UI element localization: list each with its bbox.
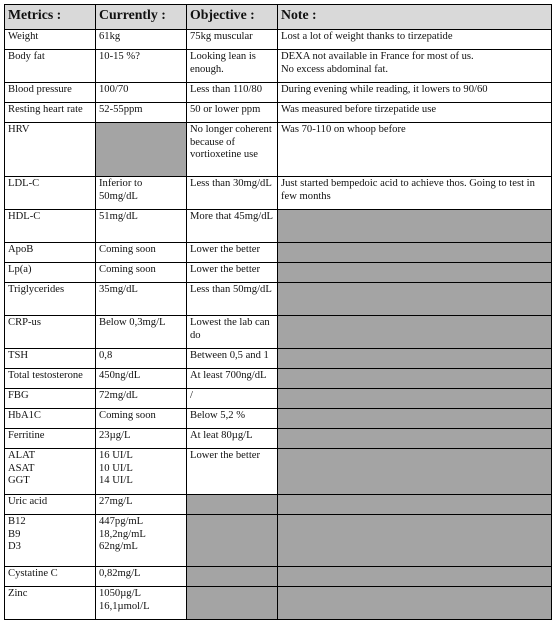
currently-cell: 0,8 bbox=[96, 349, 187, 369]
metric-cell: TSH bbox=[5, 349, 96, 369]
table-row bbox=[5, 515, 552, 567]
objective-cell-empty bbox=[187, 567, 278, 587]
table-row bbox=[5, 495, 552, 515]
currently-cell: 51mg/dL bbox=[96, 210, 187, 243]
objective-cell: Between 0,5 and 1 bbox=[187, 349, 278, 369]
metric-cell: Zinc bbox=[5, 587, 96, 620]
currently-cell: 16 UI/L 10 UI/L 14 UI/L bbox=[96, 449, 187, 495]
metric-cell: Resting heart rate bbox=[5, 103, 96, 123]
metrics-table bbox=[4, 4, 552, 620]
metric-cell: HDL-C bbox=[5, 210, 96, 243]
table-row bbox=[5, 409, 552, 429]
table-row bbox=[5, 243, 552, 263]
currently-cell: 35mg/dL bbox=[96, 283, 187, 316]
note-cell-empty bbox=[278, 389, 552, 409]
metric-cell: Triglycerides bbox=[5, 283, 96, 316]
currently-cell: Coming soon bbox=[96, 409, 187, 429]
metric-cell: ALAT ASAT GGT bbox=[5, 449, 96, 495]
currently-cell: Inferior to 50mg/dL bbox=[96, 177, 187, 210]
note-cell-empty bbox=[278, 587, 552, 620]
table-row bbox=[5, 50, 552, 83]
note-cell-empty bbox=[278, 567, 552, 587]
note-cell: Just started bempedoic acid to achieve thos. Going to test in few months bbox=[278, 177, 552, 210]
header-currently: Currently : bbox=[96, 5, 187, 30]
metric-cell: Weight bbox=[5, 30, 96, 50]
table-row bbox=[5, 449, 552, 495]
objective-cell: Less than 30mg/dL bbox=[187, 177, 278, 210]
currently-cell: 61kg bbox=[96, 30, 187, 50]
table-row bbox=[5, 389, 552, 409]
note-cell-empty bbox=[278, 429, 552, 449]
objective-cell: Lowest the lab can do bbox=[187, 316, 278, 349]
metric-cell: Blood pressure bbox=[5, 83, 96, 103]
objective-cell: No longer coherent because of vortioxetine use bbox=[187, 123, 278, 177]
note-cell-empty bbox=[278, 449, 552, 495]
note-cell-empty bbox=[278, 409, 552, 429]
metric-cell: FBG bbox=[5, 389, 96, 409]
note-cell: Was 70-110 on whoop before bbox=[278, 123, 552, 177]
table-row bbox=[5, 429, 552, 449]
metric-cell: HRV bbox=[5, 123, 96, 177]
metric-cell: Cystatine C bbox=[5, 567, 96, 587]
currently-cell: 72mg/dL bbox=[96, 389, 187, 409]
metric-cell: ApoB bbox=[5, 243, 96, 263]
currently-cell: Below 0,3mg/L bbox=[96, 316, 187, 349]
header-row bbox=[5, 5, 552, 30]
currently-cell: 1050µg/L 16,1µmol/L bbox=[96, 587, 187, 620]
table-row bbox=[5, 283, 552, 316]
metric-cell: Body fat bbox=[5, 50, 96, 83]
table-row bbox=[5, 83, 552, 103]
currently-cell: 0,82mg/L bbox=[96, 567, 187, 587]
note-cell: Lost a lot of weight thanks to tirzepatide bbox=[278, 30, 552, 50]
metric-cell: LDL-C bbox=[5, 177, 96, 210]
currently-cell: 27mg/L bbox=[96, 495, 187, 515]
note-cell-empty bbox=[278, 515, 552, 567]
objective-cell: Below 5,2 % bbox=[187, 409, 278, 429]
currently-cell: 23µg/L bbox=[96, 429, 187, 449]
table-row bbox=[5, 369, 552, 389]
objective-cell: 50 or lower ppm bbox=[187, 103, 278, 123]
objective-cell: Looking lean is enough. bbox=[187, 50, 278, 83]
objective-cell: 75kg muscular bbox=[187, 30, 278, 50]
header-objective: Objective : bbox=[187, 5, 278, 30]
note-cell: During evening while reading, it lowers to 90/60 bbox=[278, 83, 552, 103]
header-note: Note : bbox=[278, 5, 552, 30]
currently-cell: Coming soon bbox=[96, 263, 187, 283]
table-row bbox=[5, 30, 552, 50]
objective-cell-empty bbox=[187, 515, 278, 567]
table-body bbox=[5, 30, 552, 620]
metric-cell: Uric acid bbox=[5, 495, 96, 515]
objective-cell: Lower the better bbox=[187, 243, 278, 263]
table-row bbox=[5, 567, 552, 587]
currently-cell: 52-55ppm bbox=[96, 103, 187, 123]
note-cell-empty bbox=[278, 283, 552, 316]
table-row bbox=[5, 177, 552, 210]
table-row bbox=[5, 103, 552, 123]
objective-cell: At leat 80µg/L bbox=[187, 429, 278, 449]
note-cell-empty bbox=[278, 349, 552, 369]
table-row bbox=[5, 263, 552, 283]
metric-cell: CRP-us bbox=[5, 316, 96, 349]
metric-cell: Total testosterone bbox=[5, 369, 96, 389]
note-cell-empty bbox=[278, 369, 552, 389]
currently-cell-empty bbox=[96, 123, 187, 177]
note-cell-empty bbox=[278, 495, 552, 515]
header-metrics: Metrics : bbox=[5, 5, 96, 30]
table-row bbox=[5, 123, 552, 177]
currently-cell: 10-15 %? bbox=[96, 50, 187, 83]
objective-cell: Lower the better bbox=[187, 263, 278, 283]
objective-cell: Less than 110/80 bbox=[187, 83, 278, 103]
objective-cell-empty bbox=[187, 587, 278, 620]
metric-cell: Ferritine bbox=[5, 429, 96, 449]
table-row bbox=[5, 210, 552, 243]
metric-cell: B12 B9 D3 bbox=[5, 515, 96, 567]
objective-cell: / bbox=[187, 389, 278, 409]
currently-cell: Coming soon bbox=[96, 243, 187, 263]
objective-cell: Less than 50mg/dL bbox=[187, 283, 278, 316]
note-cell-empty bbox=[278, 316, 552, 349]
objective-cell: More that 45mg/dL bbox=[187, 210, 278, 243]
currently-cell: 447pg/mL 18,2ng/mL 62ng/mL bbox=[96, 515, 187, 567]
objective-cell: At least 700ng/dL bbox=[187, 369, 278, 389]
note-cell-empty bbox=[278, 210, 552, 243]
objective-cell-empty bbox=[187, 495, 278, 515]
currently-cell: 100/70 bbox=[96, 83, 187, 103]
note-cell: Was measured before tirzepatide use bbox=[278, 103, 552, 123]
objective-cell: Lower the better bbox=[187, 449, 278, 495]
note-cell: DEXA not available in France for most of us. No excess abdominal fat. bbox=[278, 50, 552, 83]
metric-cell: Lp(a) bbox=[5, 263, 96, 283]
metric-cell: HbA1C bbox=[5, 409, 96, 429]
table-row bbox=[5, 349, 552, 369]
table-row bbox=[5, 316, 552, 349]
note-cell-empty bbox=[278, 263, 552, 283]
currently-cell: 450ng/dL bbox=[96, 369, 187, 389]
note-cell-empty bbox=[278, 243, 552, 263]
table-row bbox=[5, 587, 552, 620]
